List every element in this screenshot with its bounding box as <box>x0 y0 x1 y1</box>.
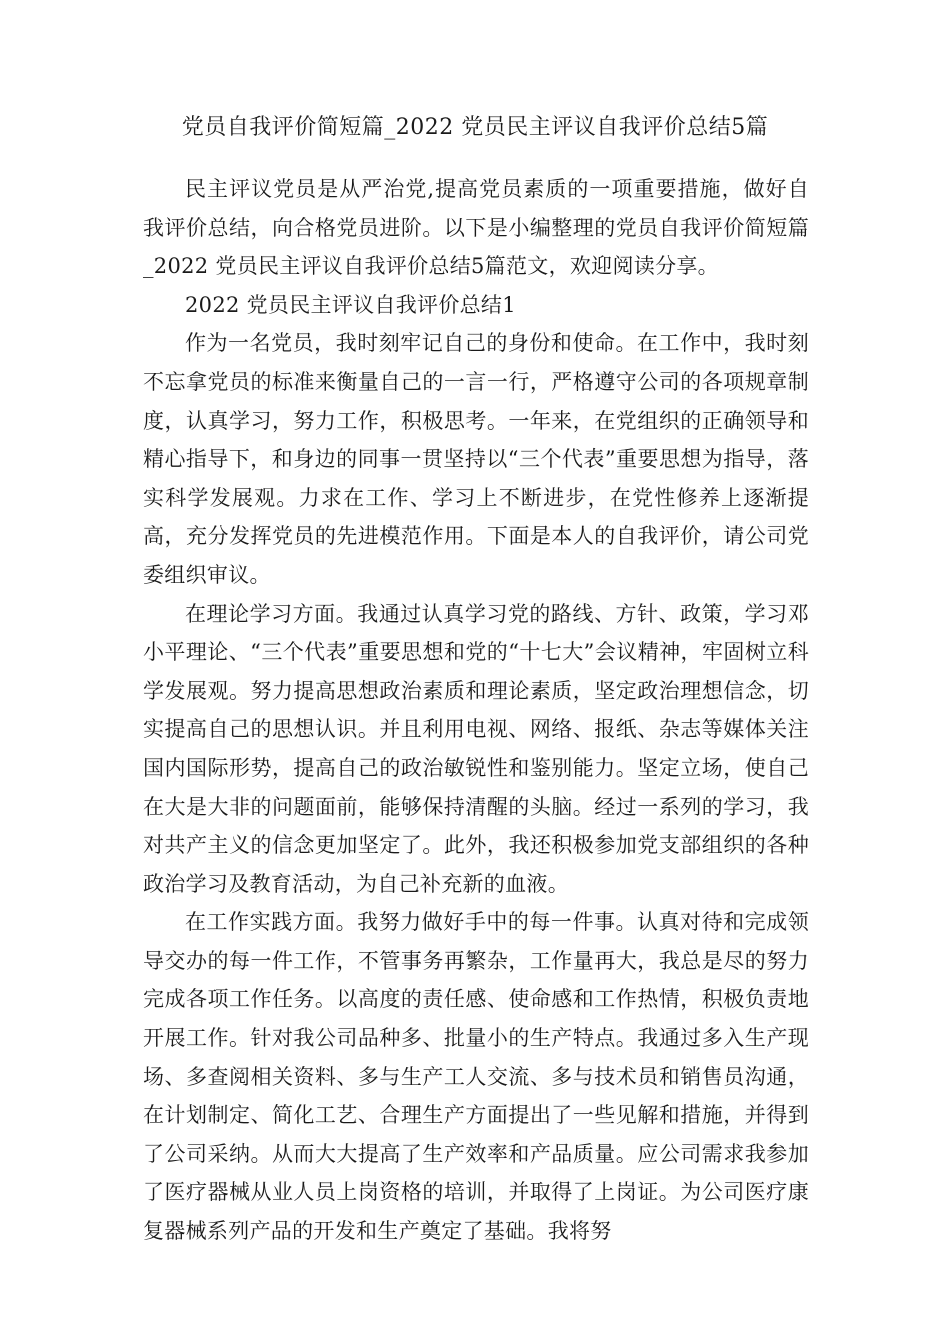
body-paragraph: 作为一名党员，我时刻牢记自己的身份和使命。在工作中，我时刻不忘拿党员的标准来衡量自己的一言一行，严格遵守公司的各项规章制度，认真学习，努力工作，积极思考。一年来，在党组织的正确领导和精心指导下，和身边的同事一贯坚持以“三个代表”重要思想为指导，落实科学发展观。力求在工作、学习上不断进步，在党性修养上逐渐提高，充分发挥党员的先进模范作用。下面是本人的自我评价，请公司党委组织审议。 <box>143 331 809 587</box>
intro-paragraph: 民主评议党员是从严治党,提高党员素质的一项重要措施，做好自我评价总结，向合格党员进阶。以下是小编整理的党员自我评价简短篇_2022 党员民主评议自我评价总结5篇范文，欢迎阅读分享。 <box>143 177 809 279</box>
document-title: 党员自我评价简短篇_2022 党员民主评议自我评价总结5篇 <box>181 115 769 140</box>
body-paragraph: 在理论学习方面。我通过认真学习党的路线、方针、政策，学习邓小平理论、“三个代表”重要思想和党的“十七大”会议精神，牢固树立科学发展观。努力提高思想政治素质和理论素质，坚定政治理想信念，切实提高自己的思想认识。并且利用电视、网络、报纸、杂志等媒体关注国内国际形势，提高自己的政治敏锐性和鉴别能力。坚定立场，使自己在大是大非的问题面前，能够保持清醒的头脑。经过一系列的学习，我对共产主义的信念更加坚定了。此外，我还积极参加党支部组织的各种政治学习及教育活动，为自己补充新的血液。 <box>143 601 809 896</box>
body-paragraph: 在工作实践方面。我努力做好手中的每一件事。认真对待和完成领导交办的每一件工作，不管事务再繁杂，工作量再大，我总是尽的努力完成各项工作任务。以高度的责任感、使命感和工作热情，积极负责地开展工作。针对我公司品种多、批量小的生产特点。我通过多入生产现场、多查阅相关资料、多与生产工人交流、多与技术员和销售员沟通，在计划制定、简化工艺、合理生产方面提出了一些见解和措施，并得到了公司采纳。从而大大提高了生产效率和产品质量。应公司需求我参加了医疗器械从业人员上岗资格的培训，并取得了上岗证。为公司医疗康复器械系列产品的开发和生产奠定了基础。我将努 <box>143 910 809 1244</box>
section-heading: 2022 党员民主评议自我评价总结1 <box>185 292 516 317</box>
document-body <box>143 170 809 1251</box>
